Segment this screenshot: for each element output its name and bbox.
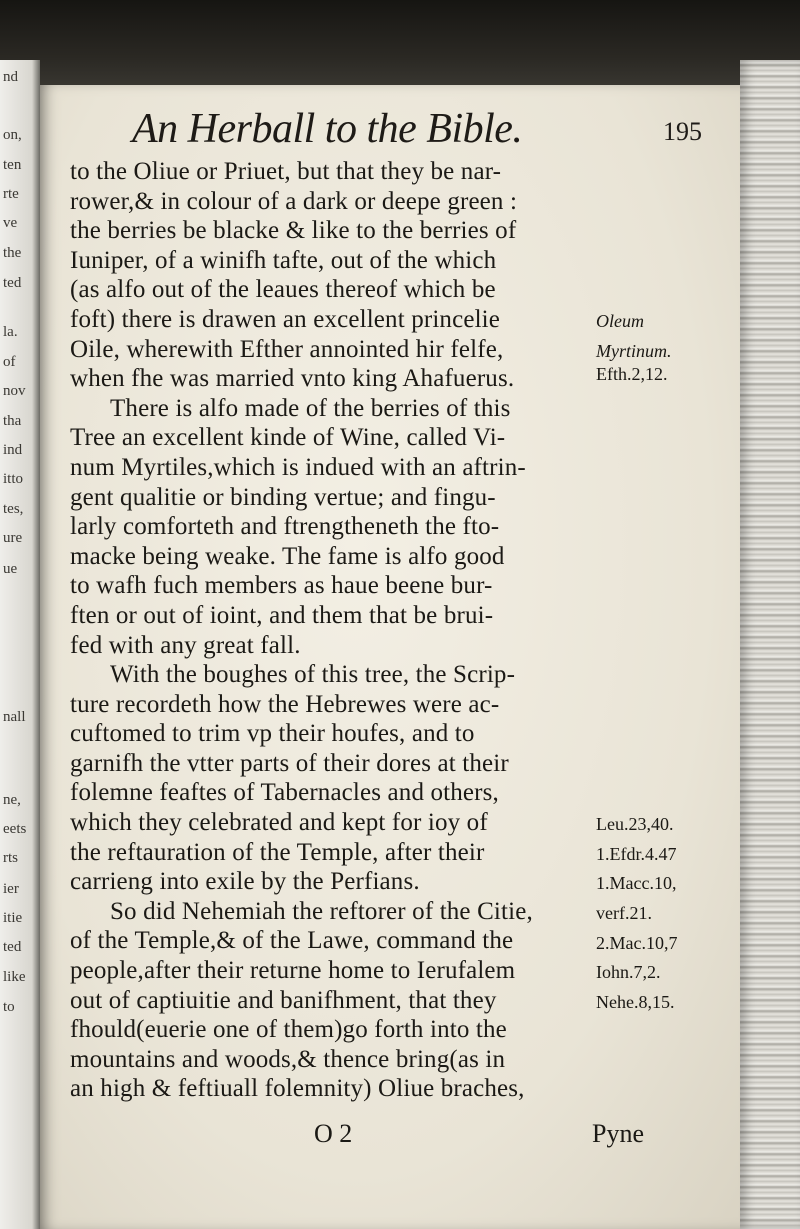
body-text — [70, 157, 590, 1104]
facing-page-fragment: on, — [3, 127, 22, 143]
text-line: macke being weake. The fame is alfo good — [70, 542, 505, 570]
text-line: which they celebrated and kept for ioy of — [70, 809, 488, 837]
margin-note: 2.Mac.10,7 — [596, 932, 678, 953]
page-header — [132, 105, 702, 155]
facing-page-fragment: itto — [3, 471, 24, 487]
text-line: carrieng into exile by the Perfians. — [70, 868, 420, 896]
margin-note: Oleum — [596, 311, 644, 331]
text-line: fed with any great fall. — [70, 631, 301, 659]
facing-page-fragment: like — [3, 969, 26, 985]
text-line: (as alfo out of the leaues thereof which be — [70, 276, 496, 304]
facing-page-fragment: ne, — [3, 792, 21, 808]
text-line: Iuniper, of a winifh tafte, out of the which — [70, 246, 497, 274]
facing-page-fragment: the — [3, 245, 22, 261]
text-line: There is alfo made of the berries of this — [110, 394, 511, 422]
facing-page-fragment: nd — [3, 69, 18, 85]
text-line: folemne feaftes of Tabernacles and others, — [70, 779, 499, 807]
text-line: ften or out of ioint, and them that be brui- — [70, 601, 494, 629]
text-line: people,after their returne home to Ierufalem — [70, 957, 516, 985]
text-line: Oile, wherewith Efther annointed hir felfe, — [70, 335, 504, 363]
facing-page-gutter — [0, 60, 40, 1229]
margin-note: verf.21. — [596, 903, 652, 923]
facing-page-fragment: rte — [3, 186, 19, 202]
text-line: rower,& in colour of a dark or deepe green : — [70, 187, 518, 215]
book-page — [40, 85, 740, 1229]
page-stack-edge — [740, 60, 800, 1229]
text-line: Tree an excellent kinde of Wine, called Vi- — [70, 424, 506, 452]
margin-note: Iohn.7,2. — [596, 962, 661, 983]
text-line: gent qualitie or binding vertue; and fingu- — [70, 483, 496, 511]
margin-note: 1.Macc.10, — [596, 873, 677, 894]
facing-page-fragment: nov — [3, 383, 26, 399]
catchword: Pyne — [592, 1119, 644, 1148]
facing-page-fragment: la. — [3, 324, 18, 340]
facing-page-fragment: ted — [3, 939, 22, 955]
facing-page-fragment: ure — [3, 530, 23, 546]
text-line: mountains and woods,& thence bring(as in — [70, 1045, 506, 1073]
text-line: So did Nehemiah the reftorer of the Citie, — [110, 897, 533, 925]
facing-page-fragment: ted — [3, 275, 22, 291]
facing-page-fragment: rts — [3, 850, 18, 866]
facing-page-fragment: tha — [3, 413, 22, 429]
facing-page-fragment: tes, — [3, 501, 24, 517]
text-line: to the Oliue or Priuet, but that they be nar- — [70, 158, 502, 185]
facing-page-fragment: ier — [3, 881, 19, 897]
text-line: fhould(euerie one of them)go forth into the — [70, 1016, 507, 1044]
facing-page-fragment: ind — [3, 442, 23, 458]
text-line: garnifh the vtter parts of their dores at their — [70, 749, 509, 777]
text-line: foft) there is drawen an excellent princelie — [70, 305, 501, 333]
facing-page-fragment: of — [3, 354, 16, 370]
margin-note: Leu.23,40. — [596, 814, 674, 835]
facing-page-fragment: eets — [3, 821, 27, 837]
facing-page-fragment: ve — [3, 215, 18, 231]
facing-page-fragment: to — [3, 999, 15, 1015]
running-title: An Herball to the Bible. — [132, 106, 523, 152]
page-number: 195 — [663, 117, 702, 146]
text-line: larly comforteth and ftrengtheneth the fto- — [70, 513, 500, 541]
text-line: when fhe was married vnto king Ahafuerus. — [70, 365, 515, 393]
facing-page-fragment: ue — [3, 561, 18, 577]
facing-page-fragment: itie — [3, 910, 23, 926]
text-line: cuftomed to trim vp their houfes, and to — [70, 720, 475, 748]
text-line: num Myrtiles,which is indued with an aftrin- — [70, 453, 526, 481]
text-line: an high & feftiuall folemnity) Oliue braches, — [70, 1075, 525, 1103]
text-line: With the boughes of this tree, the Scrip- — [110, 661, 516, 689]
signature-mark: O 2 — [314, 1119, 353, 1148]
margin-note: 1.Efdr.4.47 — [596, 843, 677, 864]
margin-note: Nehe.8,15. — [596, 991, 675, 1012]
margin-note: Myrtinum. — [596, 340, 672, 361]
margin-note: Efth.2,12. — [596, 364, 668, 385]
text-line: the berries be blacke & like to the berries of — [70, 217, 517, 245]
text-line: to wafh fuch members as haue beene bur- — [70, 572, 493, 600]
text-line: of the Temple,& of the Lawe, command the — [70, 927, 514, 955]
text-line: the reftauration of the Temple, after their — [70, 838, 485, 866]
facing-page-fragment: nall — [3, 709, 26, 725]
text-line: ture recordeth how the Hebrewes were ac- — [70, 690, 500, 718]
book-top-edge — [0, 0, 800, 95]
text-line: out of captiuitie and banifhment, that they — [70, 986, 497, 1014]
facing-page-fragment: ten — [3, 157, 22, 173]
